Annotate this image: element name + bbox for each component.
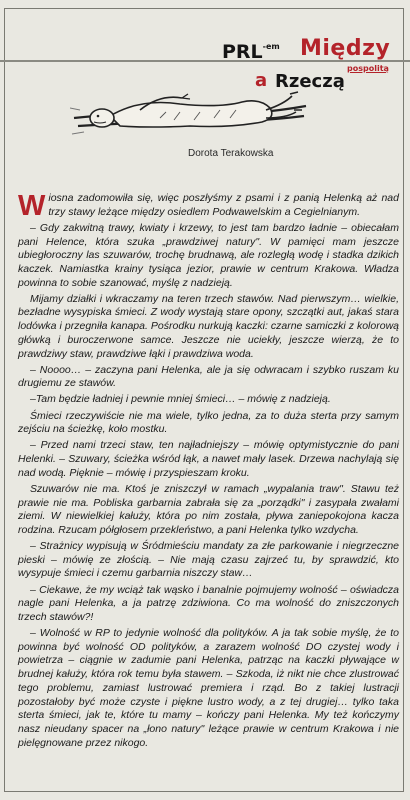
title-rzecza: Rzeczą <box>275 71 345 92</box>
paragraph-5: –Tam będzie ładniej i pewnie mniej śmieci… – mówię z nadzieją. <box>30 393 331 406</box>
title-pospolita-text: pospolitą <box>347 64 389 73</box>
paragraph-9: – Strażnicy wypisują w Śródmieściu mandaty za złe parkowanie i niegrzeczne pieski – mówię ze złością. – Nie mają czasu zajrzeć tu, by sprawdzić, kto wysypuje śmieci i czemu garbarnia niszczy staw… <box>18 540 399 580</box>
drop-cap: W <box>18 190 46 222</box>
paragraph-4: – Noooo… – zaczyna pani Helenka, ale ja się odwracam i szybko ruszam ku drugiemu ze stawów. <box>18 363 399 390</box>
title-a: a <box>255 70 268 91</box>
paragraph-6: Śmieci rzeczywiście nie ma wiele, tylko jedna, za to duża sterta przy samym zejściu na ścieżkę, koło mostku. <box>18 409 399 436</box>
title-miedzy: Między <box>300 36 391 61</box>
title-pospolita <box>347 64 389 73</box>
title-prl-text: PRL <box>222 41 263 63</box>
title-prl <box>222 41 280 63</box>
paragraph-8: Szuwarów nie ma. Ktoś je zniszczył w ramach „wypalania traw". Stawu też prawie nie ma. Pobliska garbarnia zabrała się za „porządki" i zasypała zwałami ziemi. W niewielkiej kałuży, która po nim została, pływa zaniepokojona kacza rodzina. Rzucam półgłosem przekleństwo, a pani Helenka tylko wzdycha. <box>18 482 399 536</box>
cartoon-figure-lying-on-stretcher-icon <box>70 88 310 144</box>
article-body <box>18 192 399 753</box>
paragraph-3: Mijamy działki i wkraczamy na teren trzech stawów. Nad pierwszym… wielkie, bezładne wysypiska śmieci. Z wody wystają stare opony, szczątki aut, jakaś stara lodówka i przegniła kanapa. Pośrodku nurkują kaczki: czarne samiczki z kolorową główką i buroczerwone samce. Jeszcze nie uciekły, jeszcze wierzą, że to prawdziwy staw, prawdziwe łąki i prawdziwa woda. <box>18 292 399 360</box>
paragraph-11: – Wolność w RP to jedynie wolność dla polityków. A ja tak sobie myślę, że to powinna być wolność OD polityków, a zarazem wolność DO czystej wody i powietrza – ciągnie w zadumie pani Helenka, patrząc na kaczki pływające w brudnej kałuży, która rok temu była stawem. – Szkoda, iż nikt nie chce zlustrować tego problemu, zamiast lustrować premiera i rząd. Bo z takiej lustracji pozostałoby być może czyste i piękne lustro wody, a z tej drugiej… tylko taka sterta śmieci, jak te, które tu mamy – kończy pani Helenka. My też kończymy nasz nieudany spacer na „łono natury" leżące prawie w centrum Krakowa i nie pielęgnowane przez nikogo. <box>18 627 399 749</box>
column-header <box>0 0 410 170</box>
paragraph-1-text: iosna zadomowiła się, więc poszłyśmy z psami i z panią Helenką aż nad trzy stawy leżące między osiedlem Podwawelskim a Cegielnianym. <box>48 192 399 218</box>
paragraph-7: – Przed nami trzeci staw, ten najładniejszy – mówię optymistycznie do pani Helenki. – Szuwary, ścieżka wśród łąk, a nawet mały lasek. Drzewa nachylają się nad wodą. Pięknie – mówię i przyspieszam kroku. <box>18 439 399 479</box>
paragraph-10: – Ciekawe, że my wciąż tak wąsko i banalnie pojmujemy wolność – oświadcza nagle pani Helenka, a ja patrzę zdziwiona. Co ma wolność do zniszczonych trzech stawów?! <box>18 583 399 623</box>
paragraph-1 <box>18 190 399 222</box>
title-prl-suffix: -em <box>262 42 280 51</box>
author-byline: Dorota Terakowska <box>188 148 274 159</box>
paragraph-2: – Gdy zakwitną trawy, kwiaty i krzewy, to jest tam bardzo ładnie – obiecałam pani Helence, która szuka „prawdziwej natury". W pamięci mam jeszcze ubiegłoroczny las szuwarów, trochę brudnawą, ale rozległą wodę i stadka dzikich kaczek. Namiastka krainy tysiąca jezior, prawie w centrum Krakowa. Władza powinna to sobie szanować, myślę z nadzieją. <box>18 221 399 289</box>
